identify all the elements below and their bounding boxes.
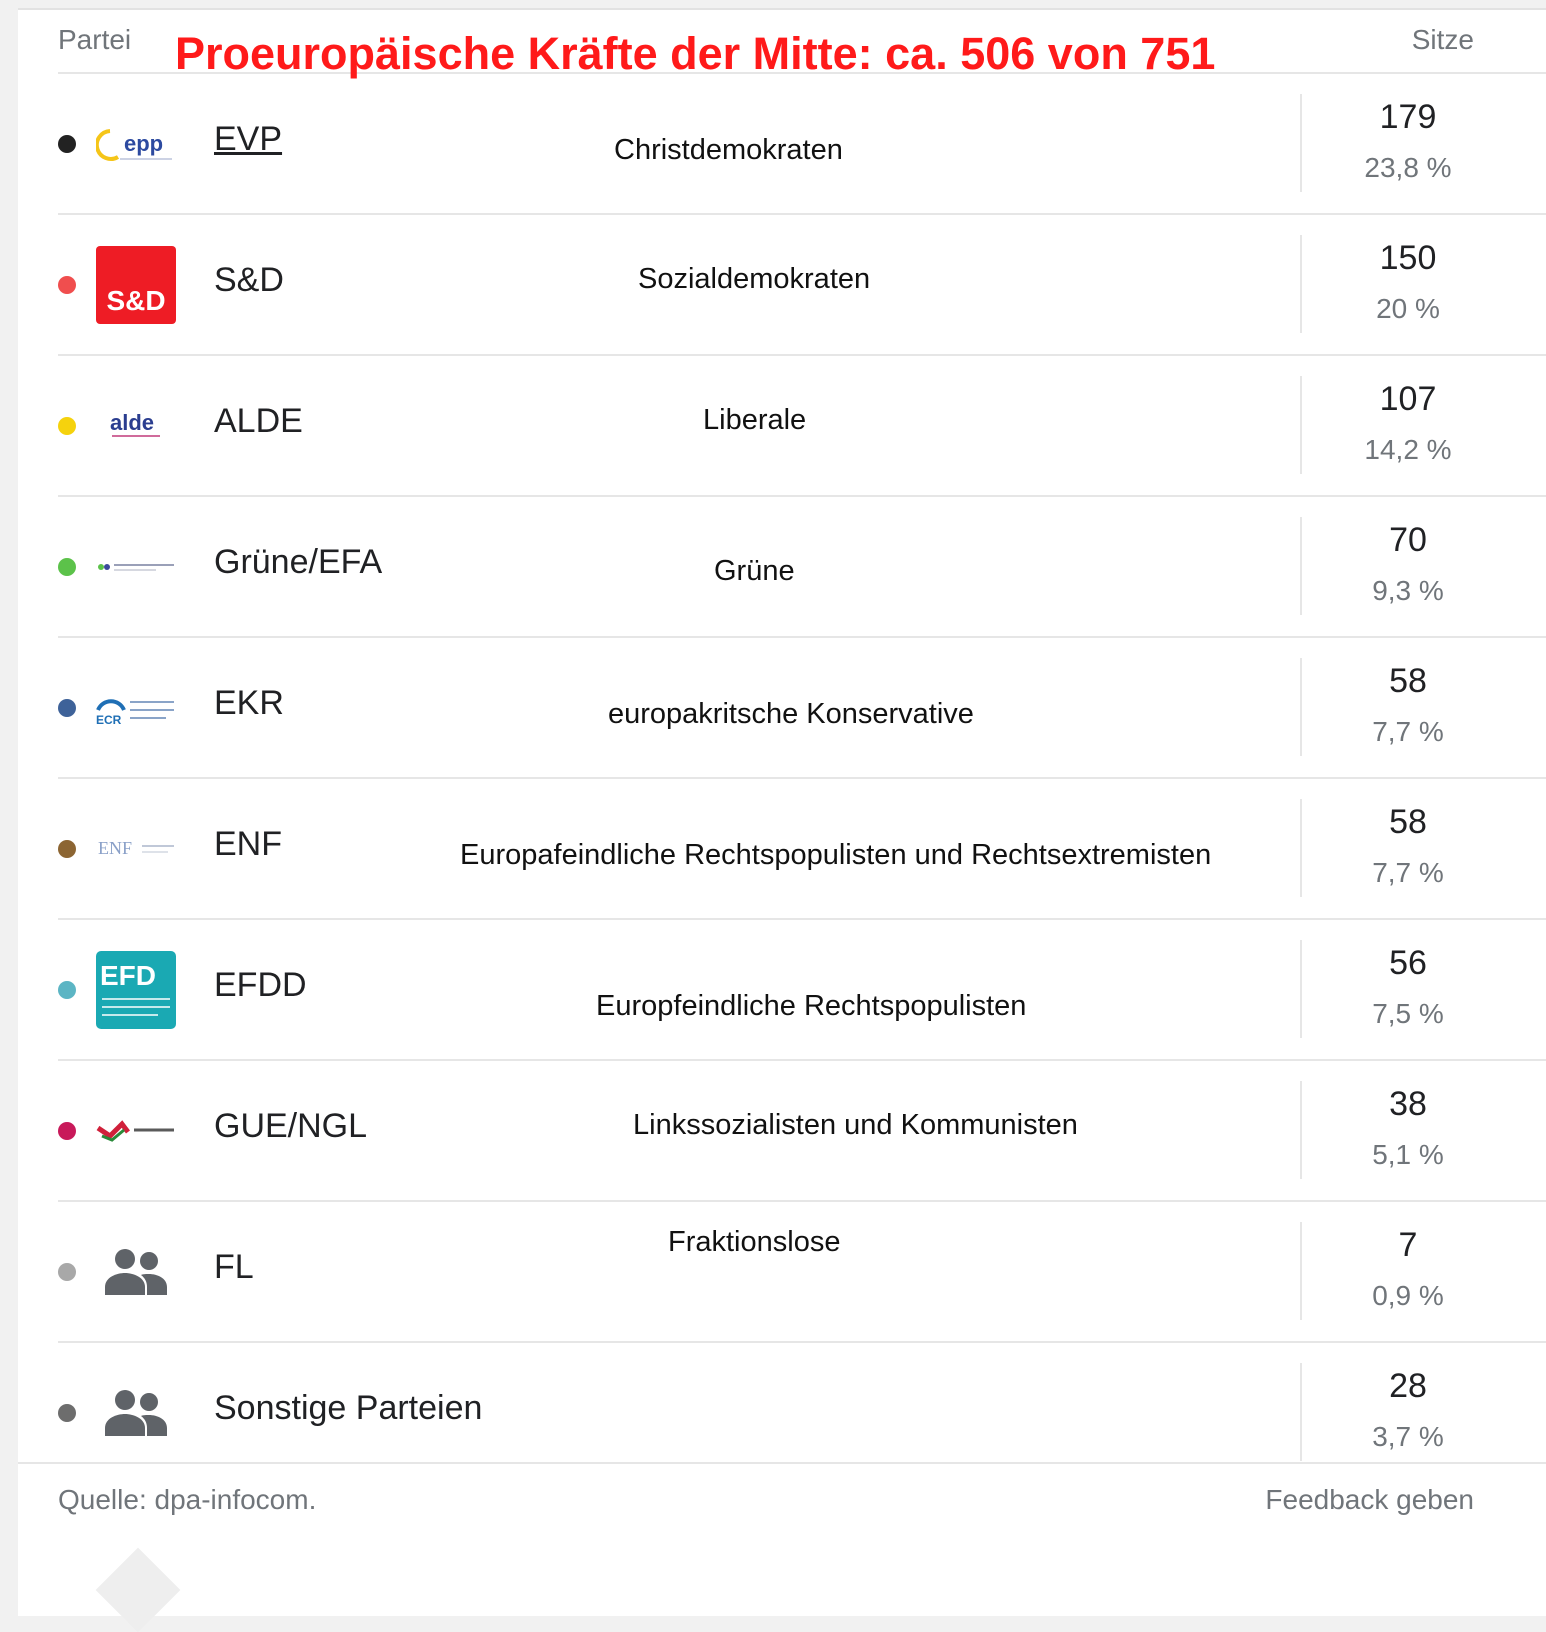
seat-count: 150 [1379, 239, 1437, 277]
party-name: Grüne/EFA [214, 543, 383, 581]
seat-percentage: 9,3 % [1372, 575, 1444, 606]
seat-percentage: 20 % [1376, 293, 1440, 324]
party-list [58, 74, 1546, 1482]
svg-text:S&D: S&D [106, 285, 166, 316]
seat-count: 179 [1379, 98, 1437, 136]
enf-logo-icon [96, 810, 176, 888]
divider [1300, 235, 1302, 333]
seat-count: 58 [1389, 662, 1427, 700]
party-row-evp [58, 74, 1546, 215]
party-row-enf [58, 779, 1546, 920]
party-description: Christdemokraten [614, 134, 843, 166]
party-color-dot [58, 417, 76, 435]
divider [1300, 517, 1302, 615]
seat-count: 28 [1389, 1367, 1427, 1405]
table-footer [18, 1462, 1546, 1536]
party-description: Sozialdemokraten [638, 263, 871, 295]
seat-percentage: 23,8 % [1364, 152, 1452, 183]
party-color-dot [58, 699, 76, 717]
party-description: Linkssozialisten und Kommunisten [633, 1109, 1078, 1141]
seat-percentage: 0,9 % [1372, 1280, 1444, 1311]
results-card [18, 8, 1546, 1616]
gue-ngl-logo-icon [96, 1092, 176, 1170]
greens-efa-logo-icon [96, 528, 176, 606]
seats-column-header: Sitze [1411, 24, 1474, 55]
efdd-logo-icon [96, 951, 176, 1029]
party-name: EFDD [214, 966, 307, 1004]
ecr-logo-icon [96, 669, 176, 747]
party-name: S&D [214, 261, 284, 299]
party-color-dot [58, 1404, 76, 1422]
party-description: Europfeindliche Rechtspopulisten [596, 990, 1027, 1022]
party-color-dot [58, 840, 76, 858]
party-row-efdd [58, 920, 1546, 1061]
party-description: Grüne [714, 555, 795, 587]
source-note: Quelle: dpa-infocom. [58, 1484, 317, 1515]
party-row-alde [58, 356, 1546, 497]
seat-count: 7 [1398, 1226, 1418, 1264]
seat-percentage: 5,1 % [1372, 1139, 1444, 1170]
seat-count: 58 [1389, 803, 1427, 841]
people-icon [96, 1233, 176, 1311]
party-name: GUE/NGL [214, 1107, 368, 1145]
party-row-fl [58, 1202, 1546, 1343]
seat-count: 38 [1389, 1085, 1427, 1123]
seat-count: 70 [1389, 521, 1427, 559]
party-color-dot [58, 981, 76, 999]
divider [1300, 799, 1302, 897]
party-color-dot [58, 558, 76, 576]
divider [1300, 940, 1302, 1038]
party-name: FL [214, 1248, 254, 1286]
party-color-dot [58, 1122, 76, 1140]
party-color-dot [58, 135, 76, 153]
party-row-gue-ngl [58, 1061, 1546, 1202]
party-description: europakritsche Konservative [608, 698, 974, 730]
seat-percentage: 7,5 % [1372, 998, 1444, 1029]
seat-percentage: 3,7 % [1372, 1421, 1444, 1452]
seat-percentage: 7,7 % [1372, 857, 1444, 888]
seat-percentage: 14,2 % [1364, 434, 1452, 465]
party-row-sd [58, 215, 1546, 356]
seat-count: 107 [1379, 380, 1437, 418]
svg-text:epp: epp [124, 131, 164, 156]
divider [1300, 1363, 1302, 1461]
divider [1300, 1222, 1302, 1320]
next-card [18, 1534, 1546, 1606]
divider [1300, 658, 1302, 756]
party-row-ekr [58, 638, 1546, 779]
party-row-gruene-efa [58, 497, 1546, 638]
party-description: Fraktionslose [668, 1226, 841, 1258]
party-name: ENF [214, 825, 282, 863]
alde-logo-icon [96, 387, 176, 465]
party-description: Europafeindliche Rechtspopulisten und Rechtsextremisten [460, 839, 1212, 871]
epp-logo-icon [96, 105, 176, 183]
seat-count: 56 [1389, 944, 1427, 982]
sd-logo-icon [96, 246, 176, 324]
people-icon [96, 1374, 176, 1452]
divider [1300, 94, 1302, 192]
divider [1300, 376, 1302, 474]
feedback-link[interactable]: Feedback geben [1265, 1484, 1474, 1515]
party-color-dot [58, 1263, 76, 1281]
seat-percentage: 7,7 % [1372, 716, 1444, 747]
svg-text:alde: alde [110, 410, 155, 435]
party-color-dot [58, 276, 76, 294]
party-name-link[interactable]: EVP [214, 120, 283, 158]
party-column-header: Partei [58, 24, 132, 55]
decorative-shape [96, 1548, 181, 1632]
svg-text:ECR: ECR [96, 713, 122, 727]
party-name: ALDE [214, 402, 303, 440]
svg-text:EFD: EFD [100, 960, 156, 991]
annotation-title: Proeuropäische Kräfte der Mitte: ca. 506 von 751 [175, 28, 1216, 79]
party-name: Sonstige Parteien [214, 1389, 483, 1427]
party-name: EKR [214, 684, 284, 722]
svg-text:ENF: ENF [98, 838, 133, 858]
divider [1300, 1081, 1302, 1179]
party-description: Liberale [703, 404, 807, 436]
